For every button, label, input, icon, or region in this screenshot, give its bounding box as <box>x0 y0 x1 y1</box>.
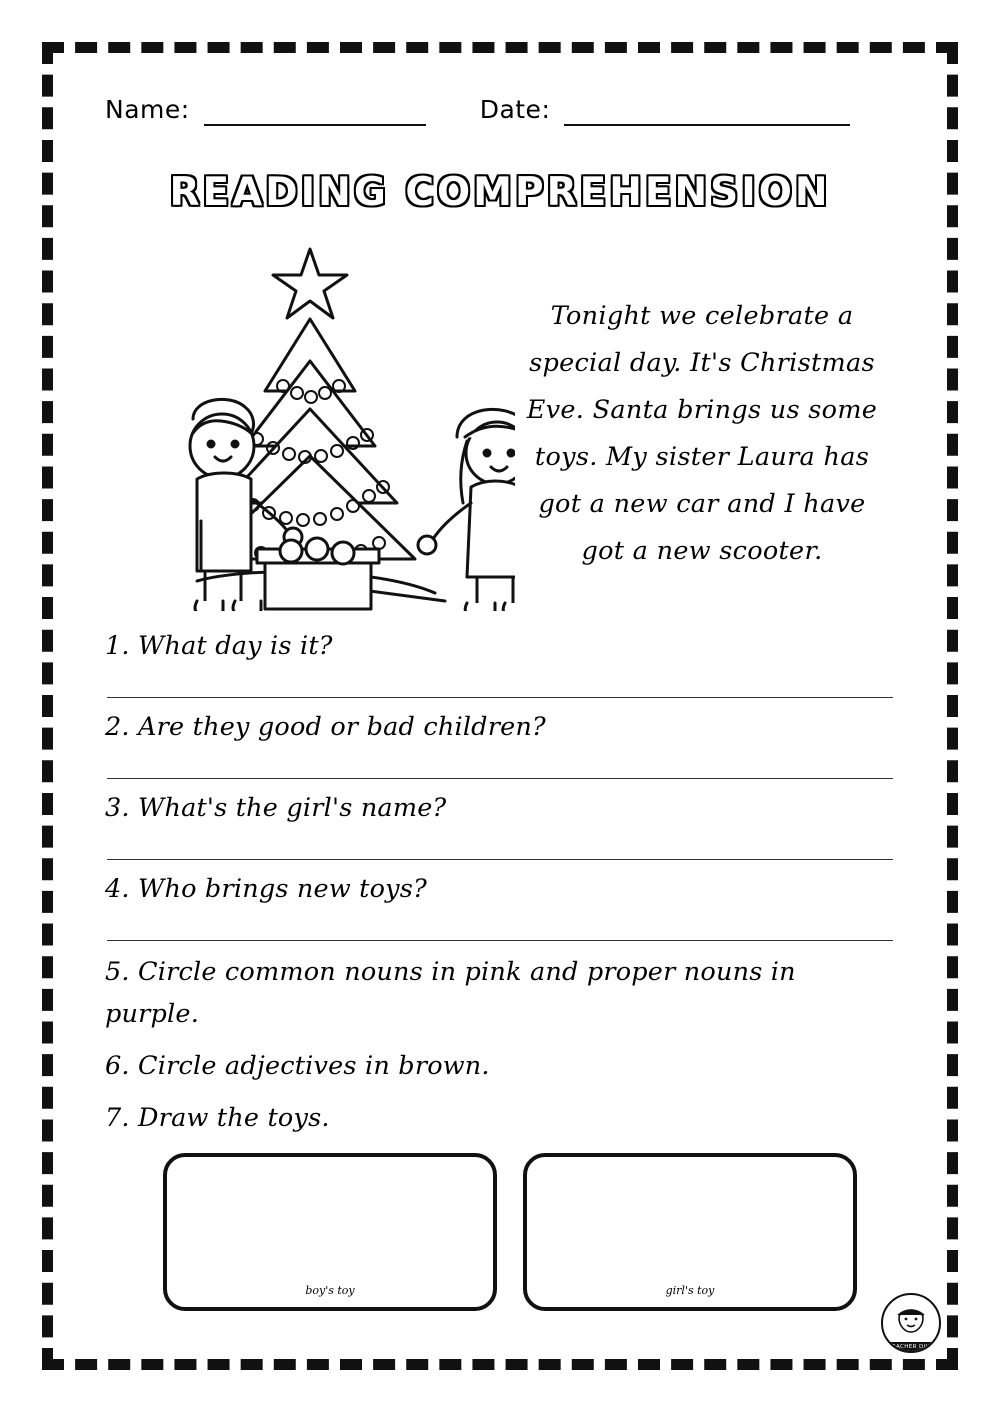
question-7: 7. Draw the toys. <box>105 1103 330 1133</box>
drawing-box-boys-toy[interactable] <box>163 1153 497 1311</box>
teacher-face-icon <box>883 1295 939 1342</box>
question-5: 5. Circle common nouns in pink and proper nouns in purple. <box>105 957 796 1029</box>
reading-passage: Tonight we celebrate a special day. It's Christmas Eve. Santa brings us some toys. My sister Laura has got a new car and I have got a new scooter. <box>526 301 878 566</box>
name-input-line[interactable] <box>204 98 426 126</box>
worksheet-page <box>42 42 958 1370</box>
drawing-box-label-boys-toy: boy's toy <box>305 1284 355 1297</box>
question-6: 6. Circle adjectives in brown. <box>105 1051 490 1081</box>
name-label: Name: <box>105 95 190 124</box>
answer-line-3[interactable] <box>107 829 893 860</box>
date-input-line[interactable] <box>564 98 850 126</box>
answer-line-2[interactable] <box>107 748 893 779</box>
question-4: 4. Who brings new toys? <box>105 874 427 904</box>
drawing-boxes <box>105 1153 895 1311</box>
question-2: 2. Are they good or bad children? <box>105 712 546 742</box>
christmas-tree-illustration-icon <box>105 241 515 611</box>
passage-section <box>105 241 895 611</box>
question-3: 3. What's the girl's name? <box>105 793 447 823</box>
drawing-box-label-girls-toy: girl's toy <box>665 1284 715 1297</box>
date-label: Date: <box>479 95 551 124</box>
answer-line-1[interactable] <box>107 667 893 698</box>
answer-line-4[interactable] <box>107 910 893 941</box>
publisher-logo-badge <box>881 1293 941 1353</box>
question-1: 1. What day is it? <box>105 631 333 661</box>
drawing-box-girls-toy[interactable] <box>523 1153 857 1311</box>
name-date-row <box>105 95 895 126</box>
questions-list <box>105 625 895 1139</box>
publisher-logo-text: TEACHER DIVA <box>883 1342 939 1351</box>
page-title: READING COMPREHENSION <box>169 170 831 215</box>
